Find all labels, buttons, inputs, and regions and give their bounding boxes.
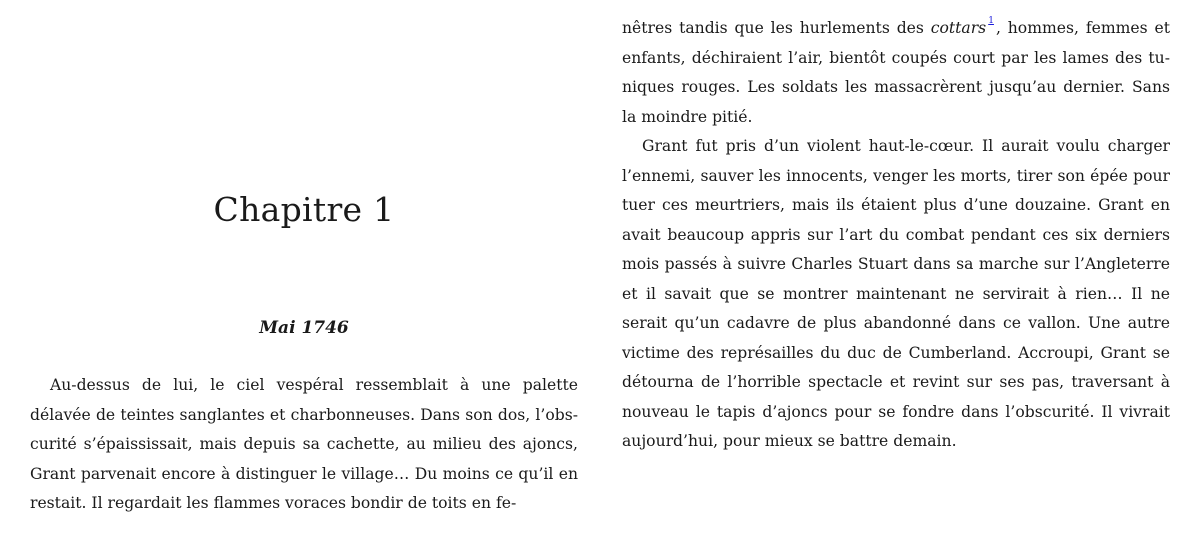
footnote-link[interactable]: 1 <box>988 16 994 26</box>
opening-paragraph: Au-dessus de lui, le ciel vespéral ressemblait à une palette délavée de teintes sanglantes et charbonneuses. Dans son dos, l’obscurité s’épaississait, mais depuis sa cachette, au milieu des ajoncs, Grant parvenait encore à distinguer le village… Du moins ce qu’il en restait. Il regardait les flammes voraces bondir de toits en fe- <box>30 376 578 512</box>
right-page <box>622 0 1170 535</box>
left-page <box>30 0 578 535</box>
continued-paragraph-end: , hommes, femmes et enfants, déchiraient l’air, bientôt coupés court par les lames des tuniques rouges. Les soldats les massacrèrent jusqu’au dernier. Sans la moindre pitié. <box>622 19 1170 126</box>
cottars-term: cottars <box>930 19 987 37</box>
left-page-text <box>30 371 578 519</box>
chapter-title: Chapitre 1 <box>213 190 395 229</box>
second-paragraph: Grant fut pris d’un violent haut-le-cœur. Il aurait voulu charger l’ennemi, sauver les innocents, venger les morts, tirer son épée pour tuer ces meurtriers, mais ils étaient plus d’une douzaine. Grant en avait beaucoup appris sur l’art du combat pendant ces six derniers mois passés à suivre Charles Stuart dans sa marche sur l’Angleterre et il savait que se montrer maintenant ne servirait à rien… Il ne serait qu’un cadavre de plus abandonné dans ce vallon. Une autre victime des représailles du duc de Cumberland. Accroupi, Grant se détourna de l’horrible spectacle et revint sur ses pas, traversant à nouveau le tapis d’ajoncs pour se fondre dans l’obscurité. Il vivrait aujourd’hui, pour mieux se battre demain. <box>622 137 1170 450</box>
chapter-date: Mai 1746 <box>259 318 349 338</box>
right-page-text <box>622 14 1170 457</box>
continued-paragraph <box>622 14 1170 132</box>
continued-paragraph-start: nêtres tandis que les hurlements des <box>622 19 931 37</box>
